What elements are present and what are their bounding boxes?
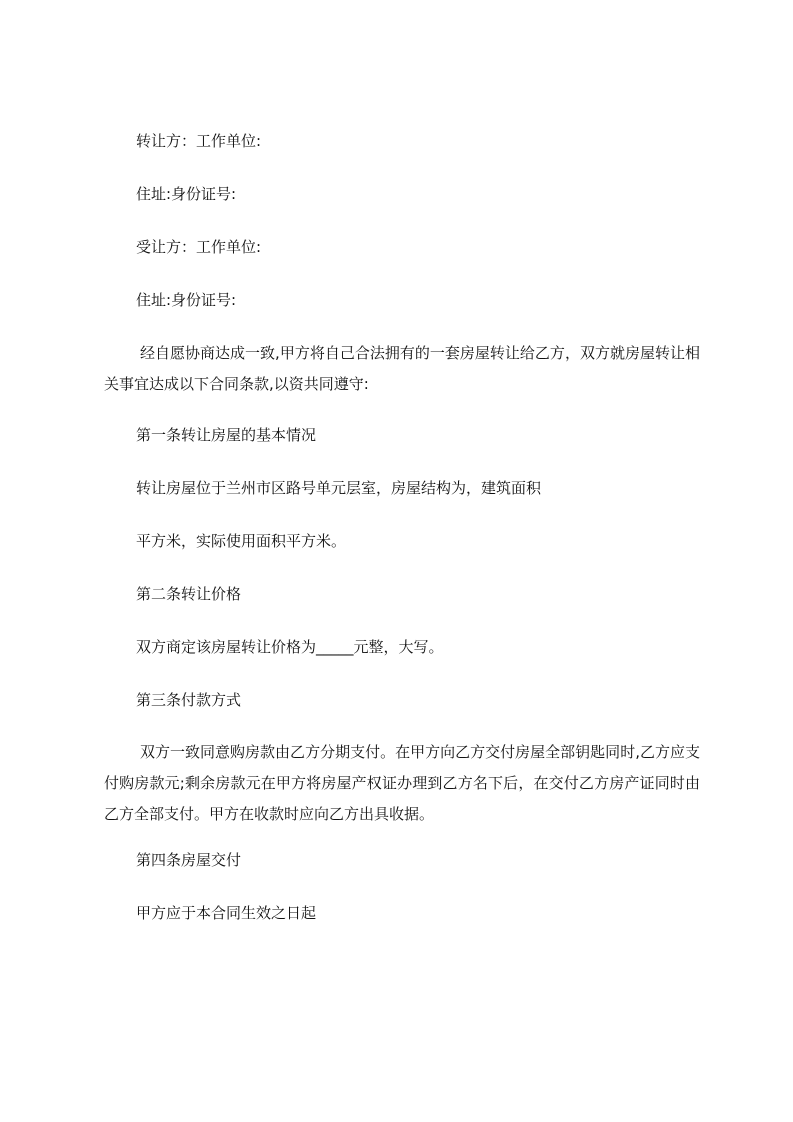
transferor-address-line: 住址:身份证号:: [136, 185, 237, 203]
transferor-line: 转让方：工作单位:: [136, 132, 262, 150]
delivery-line: 甲方应于本合同生效之日起: [136, 904, 317, 922]
preamble-paragraph: 经自愿协商达成一致,甲方将自己合法拥有的一套房屋转让给乙方，双方就房屋转让相关事宜达成以下合同条款,以资共同遵守:: [104, 344, 700, 393]
payment-paragraph: 双方一致同意购房款由乙方分期支付。在甲方向乙方交付房屋全部钥匙同时,乙方应支付购房款元;剩余房款元在甲方将房屋产权证办理到乙方名下后，在交付乙方房产证同时由乙方全部支付。甲方在收款时应向乙方出具收据。: [104, 743, 700, 823]
transferee-address-line: 住址:身份证号:: [136, 291, 237, 309]
transferee-line: 受让方：工作单位:: [136, 238, 262, 256]
article-2-heading: 第二条转让价格: [136, 585, 242, 603]
article-1-heading: 第一条转让房屋的基本情况: [136, 426, 317, 444]
article-4-heading: 第四条房屋交付: [136, 851, 242, 869]
article-3-heading: 第三条付款方式: [136, 691, 242, 709]
price-line: 双方商定该房屋转让价格为_____元整，大写。: [136, 638, 444, 656]
property-area-line: 平方米，实际使用面积平方米。: [136, 532, 347, 550]
property-location-line: 转让房屋位于兰州市区路号单元层室，房屋结构为，建筑面积: [136, 479, 542, 497]
